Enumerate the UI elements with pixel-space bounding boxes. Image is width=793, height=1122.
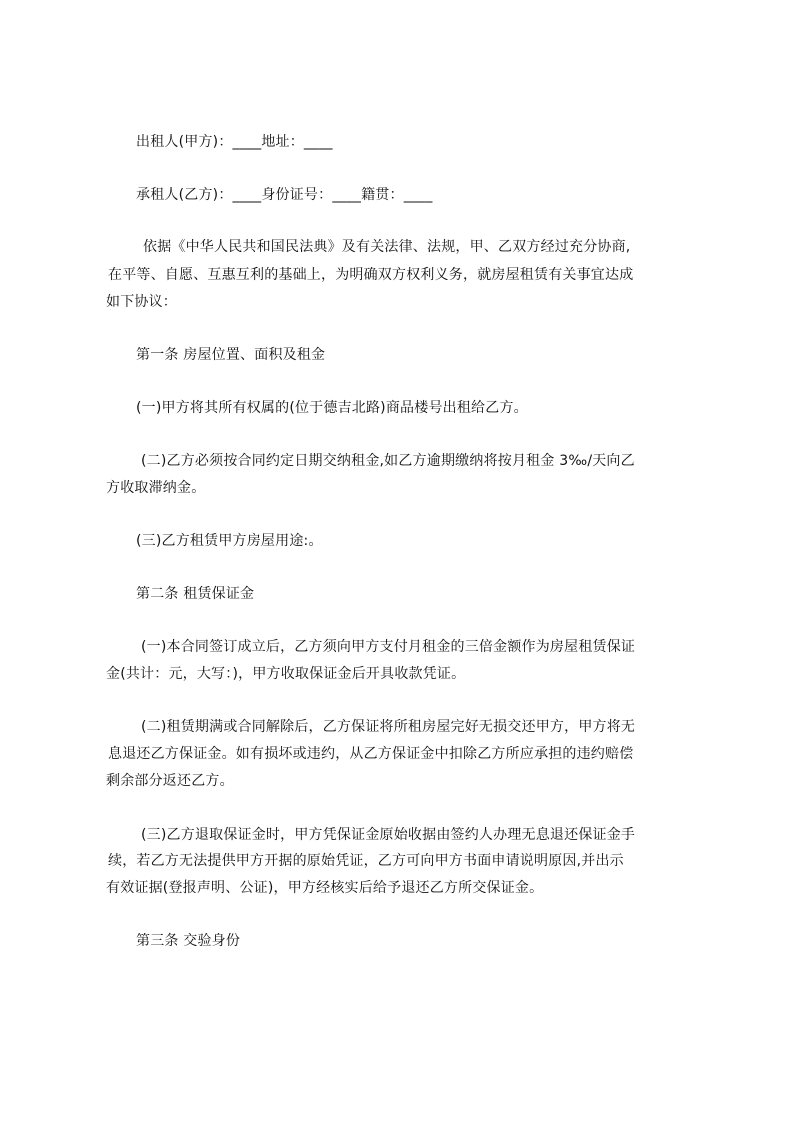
preamble-line-2: 在平等、自愿、互惠互利的基础上，为明确双方权利义务，就房屋租赁有关事宜达成 xyxy=(108,267,634,283)
lessor-line: 出租人(甲方)：____地址：____ xyxy=(136,134,333,150)
article-1-clause-3: (三)乙方租赁甲方房屋用途:。 xyxy=(136,533,323,549)
article-2-clause-1-line-1: (一)本合同签订成立后，乙方须向甲方支付月租金的三倍金额作为房屋租赁保证 xyxy=(141,639,636,655)
article-2-clause-3-line-2: 续，若乙方无法提供甲方开据的原始凭证，乙方可向甲方书面申请说明原因,并出示 xyxy=(108,853,624,869)
article-2-clause-2-line-1: (二)租赁期满或合同解除后，乙方保证将所租房屋完好无损交还甲方，甲方将无 xyxy=(141,719,636,735)
article-2-clause-2-line-3: 剩余部分返还乙方。 xyxy=(106,773,234,789)
article-1-clause-2-line-1: (二)乙方必须按合同约定日期交纳租金,如乙方逾期缴纳将按月租金 3‰/天向乙 xyxy=(141,453,635,469)
article-1-clause-2-line-2: 方收取滞纳金。 xyxy=(106,480,206,496)
preamble-line-3: 如下协议： xyxy=(106,294,177,310)
article-2-clause-3-line-1: (三)乙方退取保证金时，甲方凭保证金原始收据由签约人办理无息退还保证金手 xyxy=(141,827,636,843)
lessee-line: 承租人(乙方)：____身份证号：____籍贯：____ xyxy=(136,187,433,203)
preamble-line-1: 依据《中华人民共和国民法典》及有关法律、法规，甲、乙双方经过充分协商, xyxy=(143,239,631,255)
article-1-clause-1: (一)甲方将其所有权属的(位于德吉北路)商品楼号出租给乙方。 xyxy=(136,400,528,416)
article-1-heading: 第一条 房屋位置、面积及租金 xyxy=(136,347,326,363)
article-2-clause-2-line-2: 息退还乙方保证金。如有损坏或违约，从乙方保证金中扣除乙方所应承担的违约赔偿 xyxy=(108,746,634,762)
article-2-clause-1-line-2: 金(共计：元，大写：)，甲方收取保证金后开具收款凭证。 xyxy=(106,666,466,682)
article-3-heading: 第三条 交验身份 xyxy=(136,933,241,949)
article-2-clause-3-line-3: 有效证据(登报声明、公证)，甲方经核实后给予退还乙方所交保证金。 xyxy=(106,880,544,896)
article-2-heading: 第二条 租赁保证金 xyxy=(136,586,255,602)
